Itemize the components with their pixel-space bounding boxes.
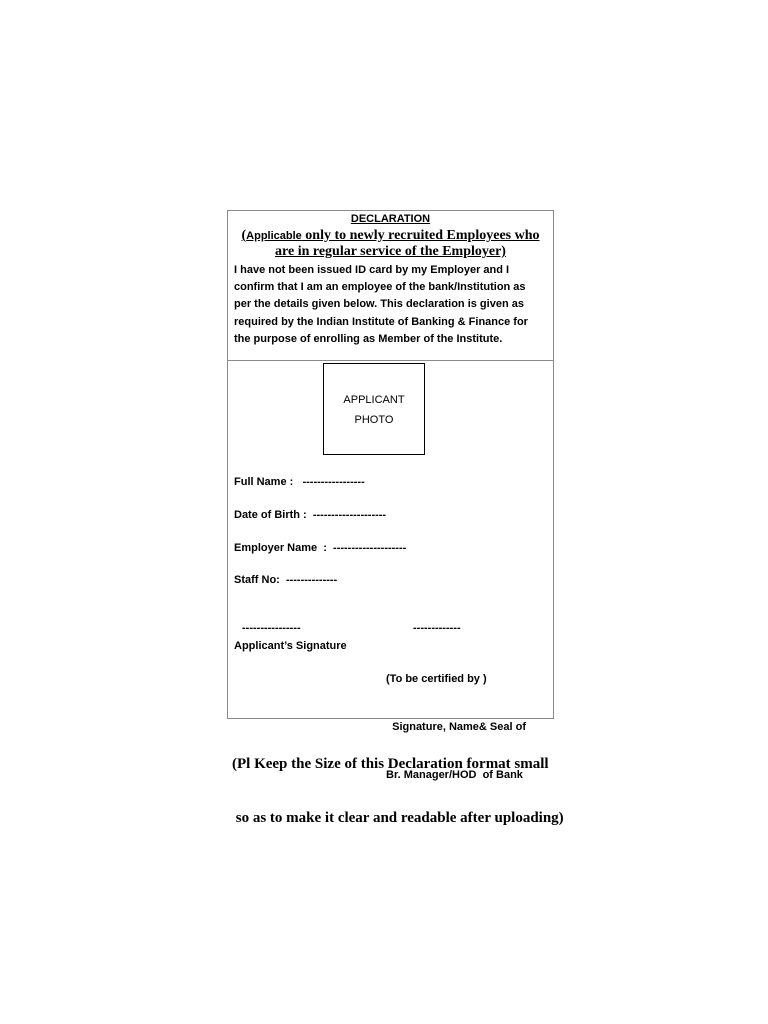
statement-line: required by the Indian Institute of Banking & Finance for xyxy=(234,315,528,328)
declaration-subtitle: (Applicable only to newly recruited Employees who are in regular service of the Employer) xyxy=(241,228,540,259)
full-name-field: Full Name : ----------------- xyxy=(234,476,365,488)
note-line: so as to make it clear and readable after uploading) xyxy=(232,810,564,826)
declaration-statement xyxy=(234,262,552,348)
photo-label-line1: APPLICANT xyxy=(343,394,405,406)
statement-line: confirm that I am an employee of the bank/Institution as xyxy=(234,281,526,294)
certifier-line: Signature, Name& Seal of xyxy=(386,721,526,733)
certifier-line: (To be certified by ) xyxy=(386,673,487,685)
size-instruction-note xyxy=(232,719,562,845)
staff-no-field: Staff No: -------------- xyxy=(234,574,338,586)
section-divider xyxy=(228,360,553,361)
declaration-title: DECLARATION xyxy=(350,213,431,225)
statement-line: the purpose of enrolling as Member of the Institute. xyxy=(234,332,503,345)
employer-name-field: Employer Name : -------------------- xyxy=(234,542,407,554)
certifier-signature-line: ------------- xyxy=(413,622,461,634)
applicant-signature-line: ---------------- xyxy=(242,622,301,634)
photo-label-line2: PHOTO xyxy=(354,414,394,426)
certifier-line: Br. Manager/HOD of Bank xyxy=(386,769,523,781)
applicant-photo-box xyxy=(323,363,425,455)
date-of-birth-field: Date of Birth : -------------------- xyxy=(234,509,387,521)
statement-line: I have not been issued ID card by my Employer and I xyxy=(234,264,510,276)
statement-line: per the details given below. This declaration is given as xyxy=(234,298,524,311)
note-line: (Pl Keep the Size of this Declaration format small xyxy=(232,756,549,772)
applicant-signature-label: Applicant’s Signature xyxy=(234,640,347,652)
